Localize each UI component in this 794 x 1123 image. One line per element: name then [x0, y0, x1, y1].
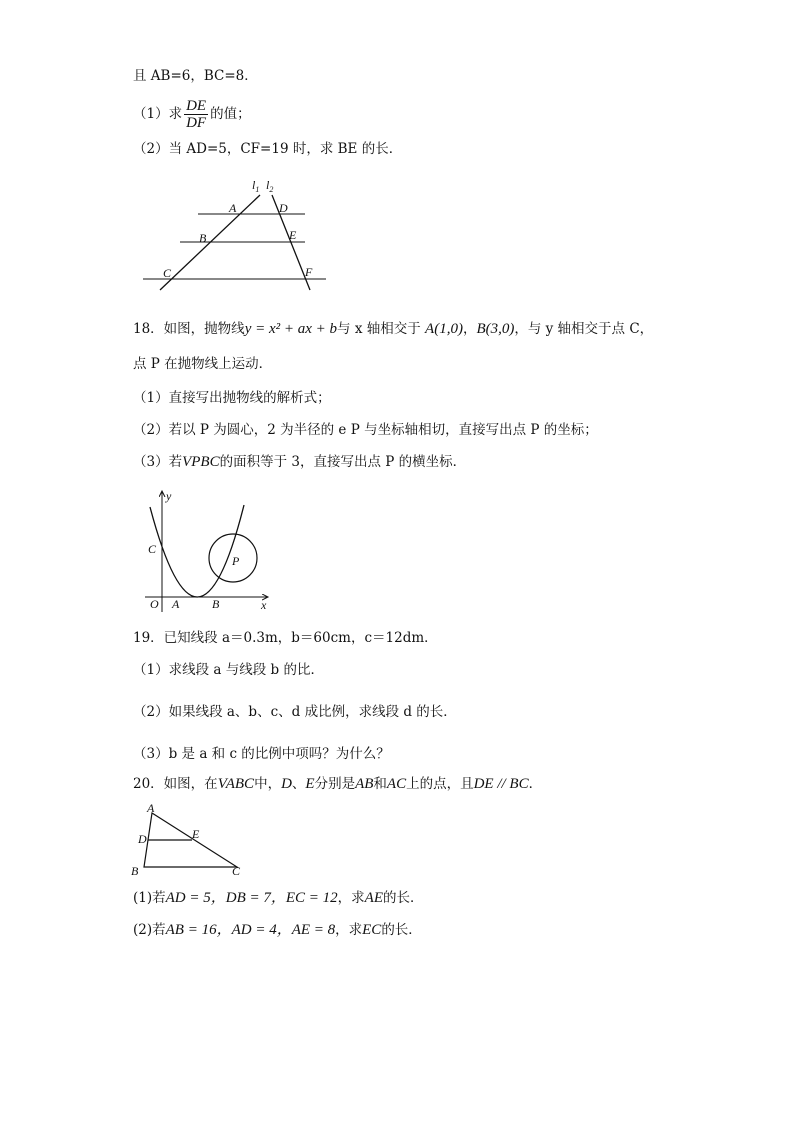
q18-stem-b: 与 x 轴相交于 — [337, 321, 421, 337]
q20-part1-c: 的长． — [382, 890, 424, 906]
q20-d: D — [281, 776, 292, 792]
q20-sep: 、 — [291, 776, 306, 792]
q17-part1-prefix: （1）求 — [133, 106, 183, 122]
q18-stem-a: 18．如图，抛物线 — [133, 321, 245, 337]
q20-stem-e: ． — [528, 776, 543, 792]
label-D: D — [279, 201, 288, 215]
label-B: B — [131, 864, 139, 878]
label-A: A — [229, 201, 237, 215]
q20-stem-d: 上的点，且 — [406, 776, 474, 792]
q18-point-b: B(3,0) — [476, 321, 515, 337]
q19-stem: 19．已知线段 a＝0.3m，b＝60cm，c＝12dm． — [133, 630, 438, 646]
label-y: y — [166, 489, 172, 503]
q20-part2-expr: AB = 16，AD = 4，AE = 8 — [165, 922, 336, 938]
q20-ab: AB — [355, 776, 374, 792]
q17-part2: （2）当 AD=5，CF=19 时，求 BE 的长． — [133, 141, 403, 157]
q19-part1: （1）求线段 a 与线段 b 的比． — [133, 662, 324, 678]
q18-point-a: A(1,0) — [425, 321, 463, 337]
label-x: x — [261, 598, 267, 612]
q20-stem-c: 分别是 — [314, 776, 356, 792]
label-C: C — [232, 864, 241, 878]
label-l2: $l_2$ — [266, 178, 274, 194]
q17-fraction-numerator: DE — [186, 98, 207, 114]
q20-part2 — [133, 921, 422, 939]
label-l1: $l_1$ — [252, 178, 260, 194]
q20-part2-a: (2)若 — [133, 922, 166, 938]
q20-part2-b: ，求 — [335, 922, 363, 938]
q20-parallel: DE // BC — [473, 776, 529, 792]
q20-e: E — [305, 776, 315, 792]
q20-part1-b: ，求 — [337, 890, 365, 906]
label-A: A — [147, 801, 155, 815]
q18-formula: y = x² + ax + b — [244, 321, 338, 337]
label-C: C — [148, 542, 157, 556]
label-P: P — [232, 554, 240, 568]
q20-triangle: VABC — [217, 776, 255, 792]
q20-part2-c: 的长． — [381, 922, 422, 938]
label-E: E — [192, 827, 200, 841]
label-F: F — [305, 265, 313, 279]
label-A: A — [172, 597, 180, 611]
q20-part1 — [133, 889, 423, 907]
q18-part1: （1）直接写出抛物线的解析式； — [133, 390, 331, 406]
label-D: D — [138, 832, 147, 846]
q20-and: 和 — [373, 776, 387, 792]
q18-stem-line2: 点 P 在抛物线上运动． — [133, 356, 273, 372]
q20-part1-expr: AD = 5，DB = 7，EC = 12 — [165, 890, 338, 906]
label-B: B — [212, 597, 220, 611]
q17-given: 且 AB=6，BC=8． — [133, 68, 258, 84]
q19-part2: （2）如果线段 a、b、c、d 成比例，求线段 d 的长． — [133, 704, 457, 720]
label-C: C — [163, 266, 172, 280]
q18-triangle: VPBC — [182, 454, 220, 470]
q18-stem-c: ， — [462, 321, 477, 337]
q18-part3-b: 的面积等于 3，直接写出点 P 的横坐标． — [219, 454, 467, 470]
q18-stem-d: ，与 y 轴相交于点 C， — [514, 321, 654, 337]
q20-part2-target: EC — [362, 922, 382, 938]
q20-stem-b: 中， — [254, 776, 282, 792]
q20-part1-a: (1)若 — [133, 890, 166, 906]
q19-part3: （3）b 是 a 和 c 的比例中项吗？为什么？ — [133, 746, 390, 762]
q20-stem-a: 20．如图，在 — [133, 776, 218, 792]
q18-part2: （2）若以 P 为圆心，2 为半径的 e P 与坐标轴相切，直接写出点 P 的坐标； — [133, 422, 598, 438]
q17-part1-suffix: 的值； — [210, 106, 251, 122]
label-E: E — [289, 228, 297, 242]
q20-ac: AC — [386, 776, 407, 792]
q18-part3-a: （3）若 — [133, 454, 183, 470]
label-O: O — [150, 597, 159, 611]
label-B: B — [199, 231, 207, 245]
q17-fraction-denominator: DF — [186, 115, 207, 131]
q20-part1-target: AE — [364, 890, 383, 906]
